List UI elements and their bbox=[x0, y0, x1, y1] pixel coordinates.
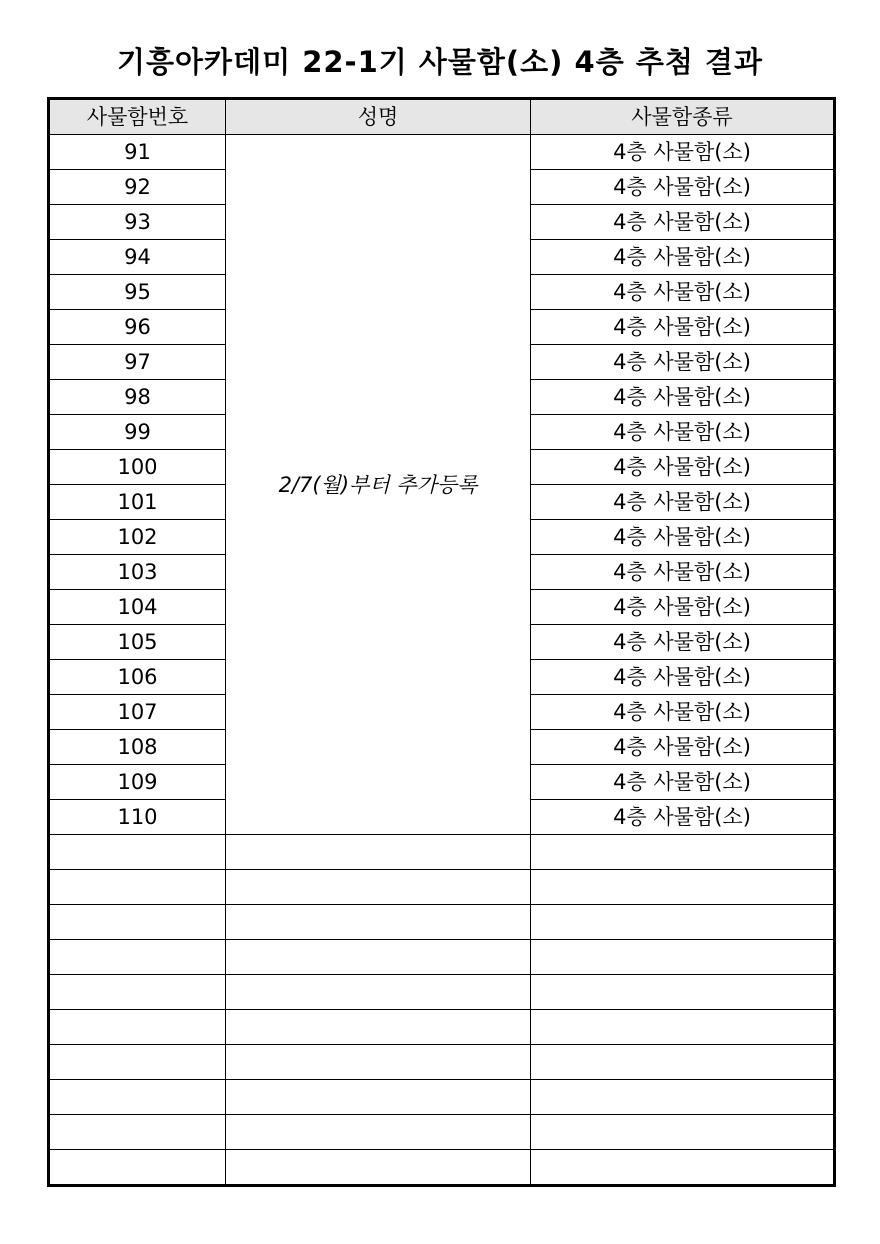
empty-name-cell bbox=[226, 835, 531, 870]
empty-name-cell bbox=[226, 1045, 531, 1080]
empty-number-cell bbox=[49, 1115, 226, 1150]
locker-number-cell: 99 bbox=[49, 415, 226, 450]
locker-number-cell: 98 bbox=[49, 380, 226, 415]
empty-number-cell bbox=[49, 975, 226, 1010]
empty-table-row bbox=[49, 1150, 835, 1186]
empty-number-cell bbox=[49, 1150, 226, 1186]
locker-number-cell: 94 bbox=[49, 240, 226, 275]
locker-number-cell: 93 bbox=[49, 205, 226, 240]
empty-type-cell bbox=[531, 1150, 835, 1186]
locker-type-cell: 4층 사물함(소) bbox=[531, 800, 835, 835]
locker-number-cell: 103 bbox=[49, 555, 226, 590]
locker-type-cell: 4층 사물함(소) bbox=[531, 660, 835, 695]
locker-number-cell: 108 bbox=[49, 730, 226, 765]
empty-number-cell bbox=[49, 940, 226, 975]
locker-number-cell: 97 bbox=[49, 345, 226, 380]
header-locker-type: 사물함종류 bbox=[531, 99, 835, 135]
name-merged-note-cell: 2/7(월)부터 추가등록 bbox=[226, 135, 531, 835]
empty-table-row bbox=[49, 1115, 835, 1150]
locker-type-cell: 4층 사물함(소) bbox=[531, 310, 835, 345]
locker-type-cell: 4층 사물함(소) bbox=[531, 520, 835, 555]
empty-type-cell bbox=[531, 1010, 835, 1045]
empty-type-cell bbox=[531, 975, 835, 1010]
locker-number-cell: 109 bbox=[49, 765, 226, 800]
empty-type-cell bbox=[531, 835, 835, 870]
empty-number-cell bbox=[49, 905, 226, 940]
empty-number-cell bbox=[49, 835, 226, 870]
empty-name-cell bbox=[226, 975, 531, 1010]
empty-name-cell bbox=[226, 1115, 531, 1150]
empty-table-row bbox=[49, 1010, 835, 1045]
locker-assignment-table bbox=[47, 97, 836, 1187]
locker-type-cell: 4층 사물함(소) bbox=[531, 625, 835, 660]
empty-type-cell bbox=[531, 1080, 835, 1115]
empty-table-row bbox=[49, 1045, 835, 1080]
document-title: 기흥아카데미 22-1기 사물함(소) 4층 추첨 결과 bbox=[117, 45, 763, 79]
locker-number-cell: 91 bbox=[49, 135, 226, 170]
locker-type-cell: 4층 사물함(소) bbox=[531, 135, 835, 170]
locker-type-cell: 4층 사물함(소) bbox=[531, 590, 835, 625]
header-locker-number: 사물함번호 bbox=[49, 99, 226, 135]
locker-number-cell: 101 bbox=[49, 485, 226, 520]
empty-table-row bbox=[49, 905, 835, 940]
locker-number-cell: 105 bbox=[49, 625, 226, 660]
empty-name-cell bbox=[226, 905, 531, 940]
empty-table-row bbox=[49, 835, 835, 870]
locker-number-cell: 102 bbox=[49, 520, 226, 555]
locker-number-cell: 104 bbox=[49, 590, 226, 625]
locker-type-cell: 4층 사물함(소) bbox=[531, 380, 835, 415]
table-body bbox=[49, 135, 835, 1186]
locker-type-cell: 4층 사물함(소) bbox=[531, 415, 835, 450]
empty-name-cell bbox=[226, 1010, 531, 1045]
empty-name-cell bbox=[226, 940, 531, 975]
empty-type-cell bbox=[531, 870, 835, 905]
locker-number-cell: 96 bbox=[49, 310, 226, 345]
locker-type-cell: 4층 사물함(소) bbox=[531, 450, 835, 485]
locker-type-cell: 4층 사물함(소) bbox=[531, 555, 835, 590]
empty-number-cell bbox=[49, 870, 226, 905]
empty-name-cell bbox=[226, 870, 531, 905]
empty-table-row bbox=[49, 870, 835, 905]
locker-type-cell: 4층 사물함(소) bbox=[531, 765, 835, 800]
locker-type-cell: 4층 사물함(소) bbox=[531, 485, 835, 520]
locker-type-cell: 4층 사물함(소) bbox=[531, 345, 835, 380]
empty-type-cell bbox=[531, 905, 835, 940]
empty-table-row bbox=[49, 975, 835, 1010]
locker-number-cell: 106 bbox=[49, 660, 226, 695]
locker-type-cell: 4층 사물함(소) bbox=[531, 240, 835, 275]
empty-number-cell bbox=[49, 1010, 226, 1045]
locker-number-cell: 92 bbox=[49, 170, 226, 205]
locker-number-cell: 107 bbox=[49, 695, 226, 730]
empty-table-row bbox=[49, 940, 835, 975]
empty-type-cell bbox=[531, 1045, 835, 1080]
locker-number-cell: 95 bbox=[49, 275, 226, 310]
empty-type-cell bbox=[531, 1115, 835, 1150]
empty-number-cell bbox=[49, 1080, 226, 1115]
empty-name-cell bbox=[226, 1080, 531, 1115]
locker-type-cell: 4층 사물함(소) bbox=[531, 275, 835, 310]
empty-name-cell bbox=[226, 1150, 531, 1186]
locker-type-cell: 4층 사물함(소) bbox=[531, 205, 835, 240]
header-name: 성명 bbox=[226, 99, 531, 135]
table-header-row bbox=[49, 99, 835, 135]
locker-number-cell: 100 bbox=[49, 450, 226, 485]
empty-table-row bbox=[49, 1080, 835, 1115]
empty-number-cell bbox=[49, 1045, 226, 1080]
locker-type-cell: 4층 사물함(소) bbox=[531, 695, 835, 730]
table-row bbox=[49, 135, 835, 170]
empty-type-cell bbox=[531, 940, 835, 975]
locker-type-cell: 4층 사물함(소) bbox=[531, 170, 835, 205]
locker-number-cell: 110 bbox=[49, 800, 226, 835]
locker-type-cell: 4층 사물함(소) bbox=[531, 730, 835, 765]
